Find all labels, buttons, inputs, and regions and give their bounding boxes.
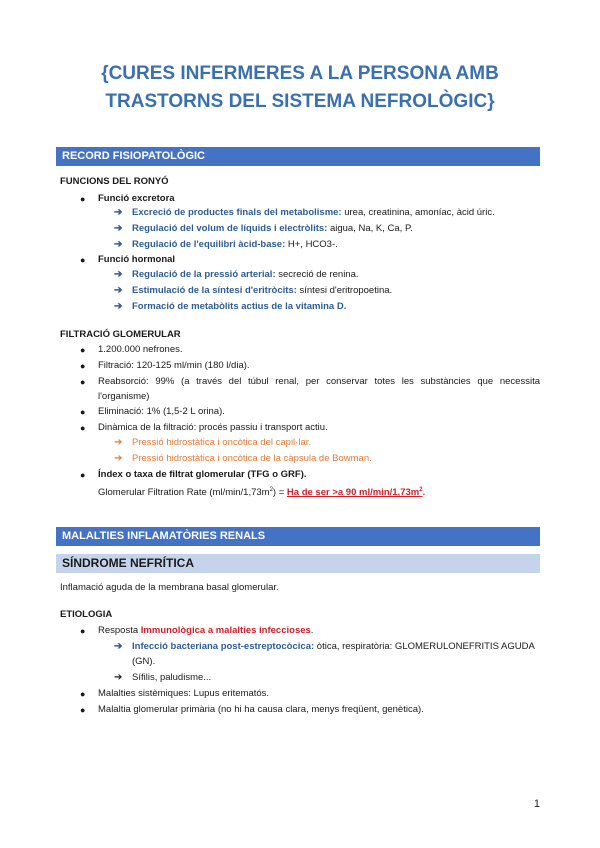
document-title bbox=[40, 60, 560, 116]
subsection-header-sindrome: SÍNDROME NEFRÍTICA bbox=[56, 554, 540, 573]
filtracio-text: Filtració: 120-125 ml/min (180 l/dia). bbox=[98, 360, 250, 371]
excretora-item-2: Regulació del volum de líquids i electròlits: aigua, Na, K, Ca, P. bbox=[132, 223, 413, 234]
excretora-item-3: Regulació de l'equilibri àcid-base: H+, HCO3-. bbox=[132, 239, 338, 250]
resposta-immunologica: Resposta Immunològica a malalties infeccioses. bbox=[98, 625, 314, 636]
pressio-bowman: Pressió hidrostàtica i oncòtica de la càpsula de Bowman. bbox=[132, 453, 372, 464]
arrow-icon: ➔ bbox=[114, 453, 123, 464]
malaltia-primaria: Malaltia glomerular primària (no hi ha causa clara, menys freqüent, genètica). bbox=[98, 704, 424, 715]
arrow-icon: ➔ bbox=[114, 437, 123, 448]
bullet-icon: ● bbox=[80, 407, 86, 417]
index-tfg: Índex o taxa de filtrat glomerular (TFG o GRF). bbox=[98, 469, 307, 480]
gfr-line: Glomerular Filtration Rate $(ml/\min/1,73m^2) = Ha$ de ser >a 90 $ml/\min/1,73m^2$. bbox=[98, 487, 426, 499]
arrow-icon: ➔ bbox=[114, 223, 123, 234]
section-header-malalties: MALALTIES INFLAMATÒRIES RENALS bbox=[56, 527, 540, 546]
bullet-icon: ● bbox=[80, 255, 86, 265]
bullet-icon: ● bbox=[80, 470, 86, 480]
title-line-1: {CURES INFERMERES A LA PERSONA AMB bbox=[101, 63, 499, 84]
hormonal-item-1: Regulació de la pressió arterial: secreció de renina. bbox=[132, 269, 359, 280]
gfr-value: Ha de ser >a 90 $ml/\min/1,73m^2$ bbox=[286, 487, 423, 499]
section-header-record: RECORD FISIOPATOLÒGIC bbox=[56, 147, 540, 166]
bullet-icon: ● bbox=[80, 423, 86, 433]
reabsorcio-line-1: Reabsorció: 99% (a través del túbul renal, per conservar totes les substàncies que necessita bbox=[98, 376, 540, 387]
bullet-icon: ● bbox=[80, 705, 86, 715]
infeccio-cont: (GN). bbox=[132, 656, 156, 667]
dinamica-text: Dinàmica de la filtració: procés passiu i transport actiu. bbox=[98, 422, 328, 433]
heading-etiologia: ETIOLOGIA bbox=[60, 609, 113, 620]
eliminacio-text: Eliminació: 1% (1,5-2 L orina). bbox=[98, 406, 225, 417]
arrow-icon: ➔ bbox=[114, 207, 123, 218]
arrow-icon: ➔ bbox=[114, 239, 123, 250]
arrow-icon: ➔ bbox=[114, 285, 123, 296]
sindrome-definition: Inflamació aguda de la membrana basal glomerular. bbox=[60, 582, 279, 593]
funcio-excretora: Funció excretora bbox=[98, 193, 175, 204]
hormonal-item-3: Formació de metabòlits actius de la vitamina D. bbox=[132, 301, 347, 312]
sifilis-text: Sífilis, paludisme... bbox=[132, 672, 212, 683]
page-number: 1 bbox=[533, 798, 540, 810]
arrow-icon: ➔ bbox=[114, 301, 123, 312]
nefrones-text: 1.200.000 nefrones. bbox=[98, 344, 183, 355]
bullet-icon: ● bbox=[80, 377, 86, 387]
pressio-capil-lar: Pressió hidrostàtica i oncòtica del capil·lar. bbox=[132, 437, 312, 448]
title-line-2: TRASTORNS DEL SISTEMA NEFROLÒGIC} bbox=[105, 91, 495, 112]
bullet-icon: ● bbox=[80, 345, 86, 355]
arrow-icon: ➔ bbox=[114, 641, 123, 652]
heading-filtracio: FILTRACIÓ GLOMERULAR bbox=[60, 329, 181, 340]
reabsorcio-line-2: l'organisme) bbox=[98, 391, 150, 402]
bullet-icon: ● bbox=[80, 689, 86, 699]
bullet-icon: ● bbox=[80, 194, 86, 204]
funcio-hormonal: Funció hormonal bbox=[98, 254, 176, 265]
arrow-icon: ➔ bbox=[114, 672, 123, 683]
malalties-sistemiques: Malalties sistèmiques: Lupus eritematós. bbox=[98, 688, 270, 699]
bullet-icon: ● bbox=[80, 361, 86, 371]
arrow-icon: ➔ bbox=[114, 269, 123, 280]
bullet-icon: ● bbox=[80, 626, 86, 636]
excretora-item-1: Excreció de productes finals del metabolisme: urea, creatinina, amoníac, àcid úric. bbox=[132, 207, 495, 218]
heading-funcions: FUNCIONS DEL RONYÓ bbox=[60, 176, 169, 187]
infeccio-bacteriana: Infecció bacteriana post-estreptocòcica: òtica, respiratòria: GLOMERULONEFRITIS AGUDA bbox=[132, 641, 535, 652]
hormonal-item-2: Estimulació de la síntesi d'eritròcits: síntesi d'eritropoetina. bbox=[132, 285, 393, 296]
